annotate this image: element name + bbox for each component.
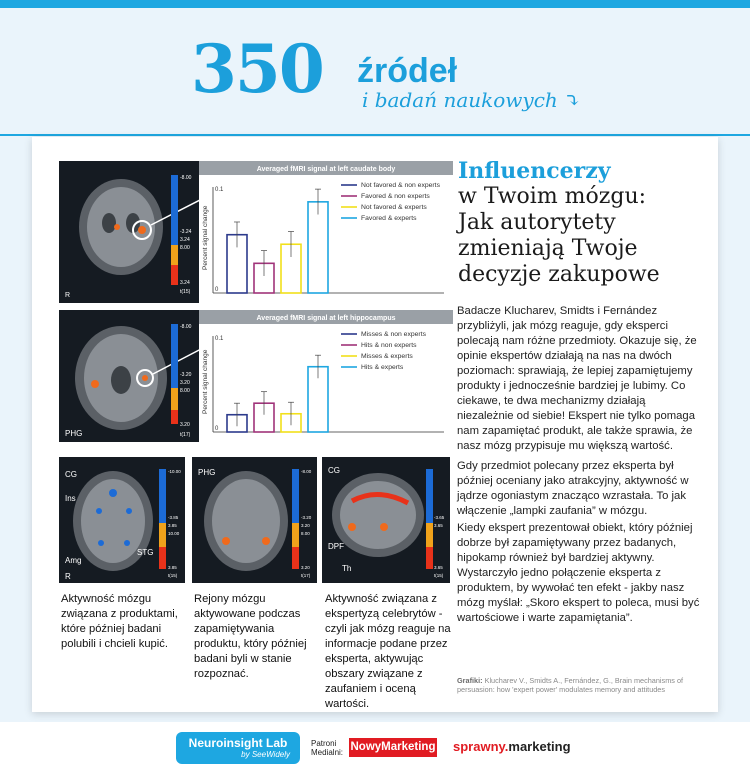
mri-scan-expert-products <box>59 457 185 583</box>
svg-text:Ins: Ins <box>65 494 76 503</box>
svg-text:t(17): t(17) <box>180 432 191 438</box>
brain-scan-image <box>59 310 199 442</box>
bar-4 <box>308 202 328 293</box>
legend-label-3: Misses & experts <box>361 353 413 360</box>
svg-text:-3.20: -3.20 <box>180 372 192 378</box>
headline-word: źródeł <box>357 52 458 90</box>
svg-text:R: R <box>65 292 71 299</box>
y-axis-label: Percent signal change <box>202 205 209 270</box>
svg-text:3.85: 3.85 <box>168 523 177 528</box>
svg-text:3.65: 3.65 <box>434 523 443 528</box>
sprawny-marketing-logo: sprawny.marketing <box>453 739 571 754</box>
article-title: Influencerzy w Twoim mózgu: Jak autorytety zmieniają Twoje decyzje zakupowe <box>458 158 660 287</box>
svg-text:Amg: Amg <box>65 556 82 565</box>
legend-label-1: Not favored & non experts <box>361 182 440 189</box>
svg-text:STG: STG <box>137 548 154 557</box>
legend-label-4: Favored & experts <box>361 215 417 222</box>
svg-text:-3.20: -3.20 <box>301 515 312 520</box>
svg-text:-10.00: -10.00 <box>168 469 181 474</box>
svg-text:3.24: 3.24 <box>180 280 190 286</box>
svg-text:t(15): t(15) <box>168 573 178 578</box>
svg-text:8.00: 8.00 <box>180 388 190 394</box>
svg-text:8.00: 8.00 <box>180 245 190 251</box>
y-axis-label: Percent signal change <box>202 349 209 414</box>
mri-coronal-1 <box>59 161 199 303</box>
legend-label-2: Hits & non experts <box>361 342 417 349</box>
svg-text:PHG: PHG <box>198 468 216 477</box>
media-patrons-label: Patroni Medialni: <box>311 739 344 757</box>
arrow-icon: ⤵ <box>564 88 581 112</box>
svg-text:3.20: 3.20 <box>301 523 310 528</box>
header <box>0 8 750 134</box>
brain-scan-image <box>322 457 450 583</box>
paragraph-2: Gdy przedmiot polecany przez eksperta był później oceniany jako atrakcyjny, aktywność w jądrze ogoniastym znacząco wzrastała. To jak włączenie „lampki zaufania” w mózgu. <box>457 460 689 517</box>
brain-scan-image <box>59 457 185 583</box>
y-tick-top: 0.1 <box>215 187 224 193</box>
y-tick-zero: 0 <box>215 287 219 293</box>
svg-text:3.24: 3.24 <box>180 237 190 243</box>
svg-text:CG: CG <box>65 470 77 479</box>
legend-label-1: Misses & non experts <box>361 331 426 338</box>
y-tick-top: 0.1 <box>215 336 224 342</box>
svg-text:-8.00: -8.00 <box>180 324 192 330</box>
nowymarketing-logo: NowyMarketing <box>349 738 437 757</box>
headline-number: 350 <box>191 30 323 108</box>
top-accent-bar <box>0 0 750 8</box>
svg-text:CG: CG <box>328 466 340 475</box>
svg-text:3.20: 3.20 <box>180 422 190 428</box>
divider-line <box>0 134 750 136</box>
bar-chart-caudate <box>199 161 453 303</box>
svg-text:-3.65: -3.65 <box>434 515 445 520</box>
legend-label-2: Favored & non experts <box>361 193 430 200</box>
caption-celebrity: Aktywność związana z ekspertyzą celebrytów - czyli jak mózg reaguje na informacje podane przez eksperta, aktywując obszary związane z zaufaniem i oceną wartości. <box>325 593 451 710</box>
paragraph-3: Kiedy ekspert prezentował obiekt, który później dobrze był zapamiętywany przez badanych, hipokamp również był bardziej aktywny. Wystarczyło jedno połączenie eksperta z produktem, by wywołać ten efekt - jakby nasz mózg myślał: „Skoro ekspert to poleca, musi być wartościowe i warte zapamiętania”. <box>457 522 700 624</box>
y-tick-zero: 0 <box>215 426 219 432</box>
svg-text:10.00: 10.00 <box>168 531 180 536</box>
headline-subtitle: i badań naukowych ⤵ <box>362 88 581 112</box>
svg-text:Th: Th <box>342 564 352 573</box>
svg-text:-8.00: -8.00 <box>301 469 312 474</box>
legend-label-3: Not favored & experts <box>361 204 427 211</box>
svg-text:-3.85: -3.85 <box>168 515 179 520</box>
svg-text:3.20: 3.20 <box>301 565 310 570</box>
svg-text:8.00: 8.00 <box>301 531 310 536</box>
bar-chart-hippocampus <box>199 310 453 442</box>
svg-text:PHG: PHG <box>65 429 83 438</box>
chart-title: Averaged fMRI signal at left hippocampus <box>256 315 396 322</box>
svg-text:R: R <box>65 572 71 581</box>
svg-text:-8.00: -8.00 <box>180 175 192 181</box>
legend-label-4: Hits & experts <box>361 364 404 371</box>
neuroinsight-logo: Neuroinsight Lab by SeeWidely <box>176 732 300 764</box>
svg-text:-3.24: -3.24 <box>180 229 192 235</box>
svg-text:t(17): t(17) <box>301 573 311 578</box>
image-credit: Grafiki: Klucharev V., Smidts A., Fernández, G., Brain mechanisms of persuasion: how 'expert power' modulates memory and attitudes <box>457 676 684 694</box>
svg-text:t(15): t(15) <box>434 573 444 578</box>
svg-text:DPF: DPF <box>328 542 344 551</box>
mri-scan-celebrity <box>322 457 450 583</box>
caption-products: Aktywność mózgu związana z produktami, które później badani polubili i chcieli kupić. <box>61 593 178 650</box>
caption-memory: Rejony mózgu aktywowane podczas zapamiętywania produktu, który później badani byli w stanie rozpoznać. <box>194 593 307 680</box>
brain-scan-image <box>192 457 317 583</box>
svg-text:3.20: 3.20 <box>180 380 190 386</box>
svg-text:3.65: 3.65 <box>434 565 443 570</box>
mri-axial-2 <box>59 310 199 442</box>
chart-title: Averaged fMRI signal at left caudate body <box>256 166 396 173</box>
mri-scan-memory <box>192 457 317 583</box>
svg-text:t(15): t(15) <box>180 289 191 295</box>
brain-scan-image <box>59 161 199 303</box>
paragraph-1: Badacze Klucharev, Smidts i Fernández przybliżyli, jak mózg reaguje, gdy eksperci polecają nam różne przedmioty. Okazuje się, że opinie ekspertów działają na nas na dwóch poziomach: sprawiają, że lepiej zapamiętujemy produkty i jednocześnie bardziej je lubimy. Co ciekawe, te dwa mechanizmy działają niezależnie od siebie! Ekspert nie tylko pomaga nam zapamiętać produkt, ale także sprawia, że nasz mózg przypisuje mu większą wartość. <box>457 305 697 452</box>
svg-text:3.85: 3.85 <box>168 565 177 570</box>
